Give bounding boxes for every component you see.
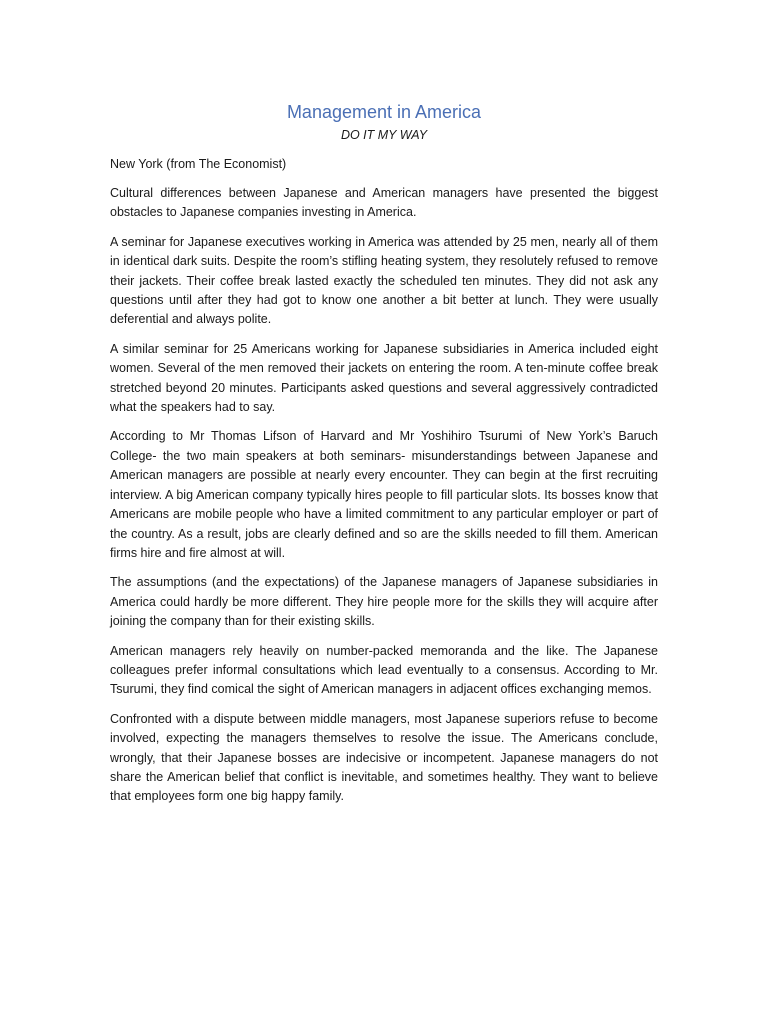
paragraph-5: The assumptions (and the expectations) of the Japanese managers of Japanese subsidiaries in America could hardly be more different. They hire people more for the skills they will acquire after joining the company than for their existing skills. [110,575,658,629]
document-title: Management in America [286,102,482,122]
paragraph-2: A seminar for Japanese executives working in America was attended by 25 men, nearly all of them in identical dark suits. Despite the room’s stifling heating system, they resolutely refused to remove their jackets. Their coffee break lasted exactly the scheduled ten minutes. They did not ask any questions until after they had got to know one another a bit better at lunch. They were usually deferential and always polite. [110,234,658,327]
paragraph-1: Cultural differences between Japanese and American managers have presented the biggest obstacles to Japanese companies investing in America. [110,186,658,220]
document-body [110,100,658,807]
paragraph-6: American managers rely heavily on number-packed memoranda and the like. The Japanese colleagues prefer informal consultations which lead eventually to a consensus. According to Mr. Tsurumi, they find comical the sight of American managers in adjacent offices exchanging memos. [110,643,658,697]
paragraph-4: According to Mr Thomas Lifson of Harvard and Mr Yoshihiro Tsurumi of New York’s Baruch College- the two main speakers at both seminars- misunderstandings between Japanese and American managers are possible at nearly every encounter. They can begin at the first recruiting interview. A big American company typically hires people to fill particular slots. Its bosses know that Americans are mobile people who have a limited commitment to any particular employer or part of the country. As a result, jobs are clearly defined and so are the skills needed to fill them. American firms hire and fire almost at will. [110,429,658,560]
paragraph-7: Confronted with a dispute between middle managers, most Japanese superiors refuse to become involved, expecting the managers themselves to resolve the issue. The Americans conclude, wrongly, that their Japanese bosses are indecisive or incompetent. Japanese managers do not share the American belief that conflict is inevitable, and sometimes healthy. They want to believe that employees form one big happy family. [110,711,658,804]
paragraph-3: A similar seminar for 25 Americans working for Japanese subsidiaries in America included eight women. Several of the men removed their jackets on entering the room. A ten-minute coffee break stretched beyond 20 minutes. Participants asked questions and several aggressively contradicted what the speakers had to say. [110,341,658,415]
document-subtitle: DO IT MY WAY [340,128,428,142]
dateline: New York (from The Economist) [110,157,287,171]
